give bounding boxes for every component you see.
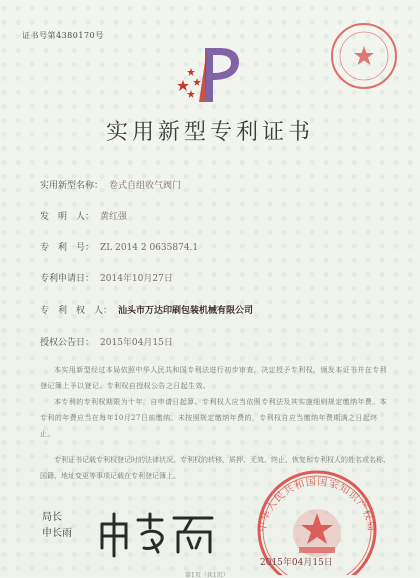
page-footer: 第1页（共1页） (185, 572, 229, 578)
filing-date-value: 2014年10月27日 (100, 274, 173, 284)
patent-number-field (40, 240, 198, 253)
lower-body-paragraph: 专利证书记载专利权登记时的法律状况。专利权的转移、质押、无效、终止、恢复和专利权人的姓名或名称、国籍、地址变更等事项记载在专利登记簿上。 (40, 456, 390, 480)
patentee-label: 专 利 权 人： (40, 306, 113, 316)
grant-date-value: 2015年04月15日 (100, 338, 173, 348)
utility-model-name-field (40, 178, 181, 191)
inventor-label: 发 明 人： (40, 212, 95, 222)
utility-model-name-value: 卷式自组收气阀门 (109, 181, 182, 191)
patent-office-logo (175, 40, 245, 110)
seal-date: 2015年04月15日 (260, 558, 333, 568)
certificate-body-text (40, 362, 390, 442)
director-block (42, 510, 72, 542)
patent-number-label: 专 利 号： (40, 243, 95, 253)
inventor-value: 黄红强 (100, 212, 128, 222)
grant-date-label: 授权公告日： (40, 338, 95, 348)
patent-number-value: ZL 2014 2 0635874.1 (100, 243, 199, 253)
body-paragraph: 本实用新型经过本局依照中华人民共和国专利法进行初步审查，决定授予专利权，颁发本证书并在专利登记簿上予以登记。专利权自授权公告之日起生效。 (40, 366, 387, 390)
utility-model-name-label: 实用新型名称： (40, 181, 104, 191)
certificate-number: 证书号第4380170号 (22, 31, 104, 40)
filing-date-label: 专利申请日： (40, 274, 95, 284)
director-signature (92, 504, 222, 560)
inventor-field (40, 209, 127, 222)
director-title: 局长 (42, 512, 62, 523)
body-paragraph: 本专利的专利权期限为十年，自申请日起算。专利权人应当依照专利法及其实施细则规定缴纳年费。本专利的年费应当在每年10月27日前缴纳。未按照规定缴纳年费的，专利权自应当缴纳年费期满之日起终止。 (40, 398, 387, 438)
certificate-title: 实用新型专利证书 (105, 120, 314, 145)
grant-date-field (40, 335, 173, 348)
patentee-field (40, 303, 253, 316)
seal-text: 中华人民共和国国家知识产权局 (257, 476, 377, 533)
top-seal-stamp (328, 20, 400, 92)
filing-date-field (40, 271, 173, 284)
patentee-value: 汕头市万达印刷包装机械有限公司 (118, 306, 254, 316)
director-name: 申长雨 (42, 528, 72, 539)
